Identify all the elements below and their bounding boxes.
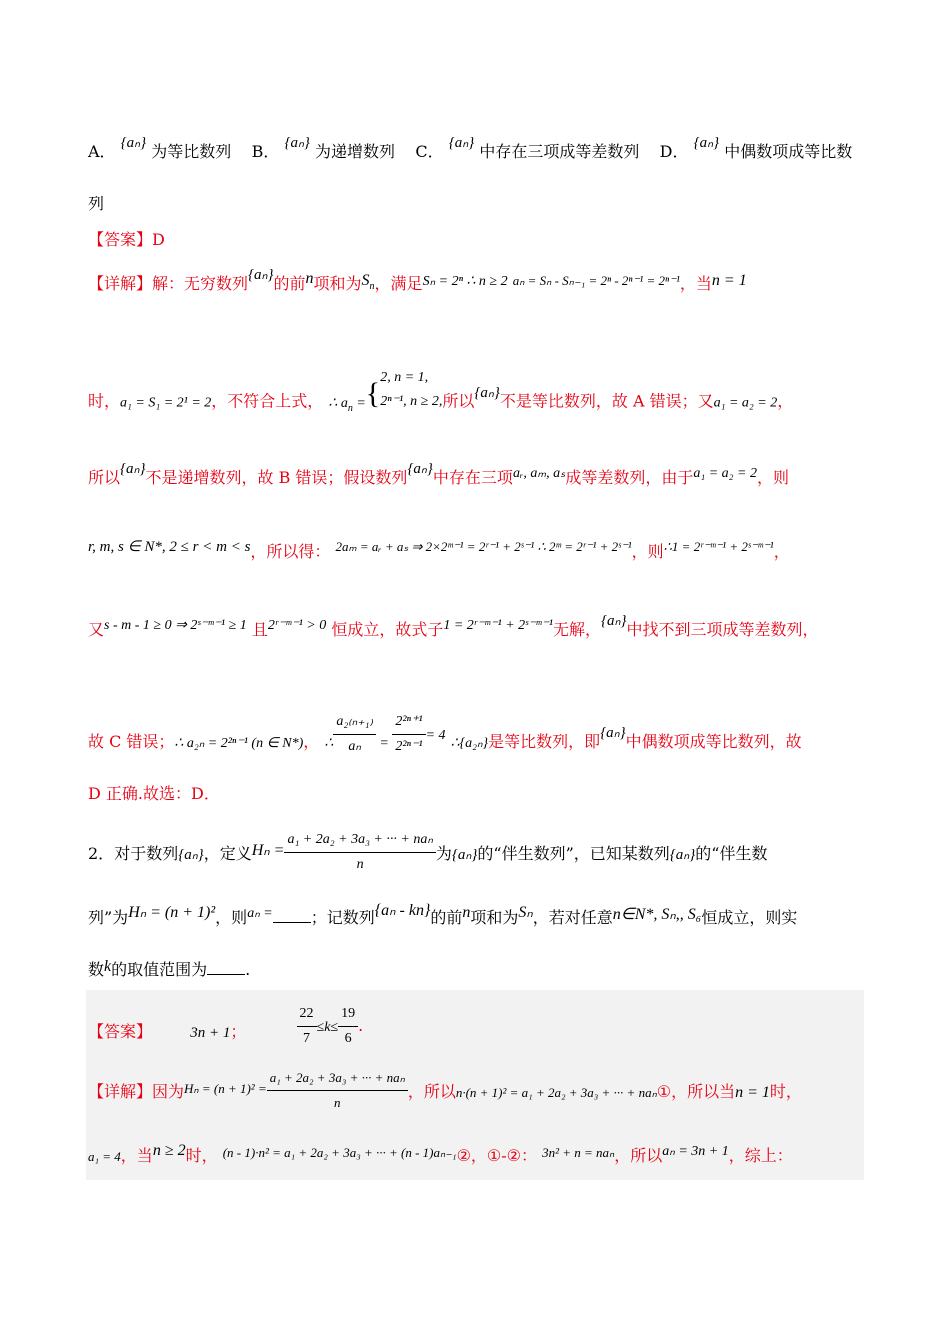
q2-text: ，若对任意 [532, 908, 613, 927]
frac-num: a₁ + 2a₂ + 3a₃ + ··· + naₙ [267, 1066, 408, 1091]
q2-text: 的“伴生数列”，已知某数列 [477, 844, 670, 863]
seq-symbol: {aₙ} [451, 847, 478, 863]
detail-text: ， [777, 391, 794, 411]
q2-text: 的取值范围为 [111, 960, 208, 979]
math-formula: 3n² + n = naₙ [542, 1145, 615, 1160]
frac-num: 2²ⁿ⁺¹ [392, 710, 425, 735]
opt-a-text: 为等比数列 [151, 142, 232, 161]
math-formula: 2ʳ⁻ᵐ⁻¹ > 0 [267, 618, 327, 633]
math-formula: 1 = 2ʳ⁻ᵐ⁻¹ + 2ˢ⁻ᵐ⁻¹ [443, 618, 553, 633]
detail-text: ，满足 [374, 274, 423, 293]
math-formula: a₁ = a₂ = 2 [693, 466, 757, 481]
math-formula: Sₙ [518, 904, 533, 921]
detail-text: ， [303, 732, 320, 751]
q2-detail-line-1 [88, 1068, 864, 1117]
detail-text: ， [773, 542, 790, 561]
question-number: 2． [88, 844, 115, 863]
frac-den: 6 [344, 1031, 352, 1046]
q1-detail-line-5 [88, 613, 864, 644]
seq-symbol: {aₙ} [600, 725, 626, 741]
q2-text: 对于数列 [114, 844, 179, 863]
seq-symbol: {aₙ} [284, 135, 310, 151]
detail-text: ，当 [679, 274, 712, 293]
detail-text: 解：无穷数列 [152, 274, 249, 293]
detail-text: ，所以 [407, 1082, 456, 1101]
answer-blank [207, 960, 245, 975]
seq-symbol: {aₙ} [669, 847, 696, 863]
math-formula: Sₙ = 2ⁿ ∴ n ≥ 2 [422, 274, 508, 289]
math-formula: n = 1 [711, 272, 747, 289]
answer-end: . [358, 1016, 364, 1035]
detail-text: 时， [185, 1146, 218, 1165]
detail-text: 时， [88, 391, 121, 411]
q2-text: ；记数列 [310, 908, 375, 927]
math-formula: s - m - 1 ≥ 0 ⇒ 2ˢ⁻ᵐ⁻¹ ≥ 1 [104, 618, 247, 633]
detail-text: ，综上： [728, 1146, 793, 1165]
seq-symbol: {aₙ} [448, 135, 475, 151]
detail-text: ，所以 [614, 1146, 663, 1165]
seq-symbol: {aₙ} [600, 613, 627, 629]
q2-answer-line [88, 1008, 864, 1057]
detail-text: 成等差数列，由于 [565, 468, 694, 487]
detail-text: ，则 [631, 542, 664, 561]
answer-sep: ； [230, 1022, 247, 1041]
math-formula: ∴1 = 2ʳ⁻ᵐ⁻¹ + 2ˢ⁻ᵐ⁻¹ [663, 539, 774, 554]
frac-num: a₁ + 2a₂ + 3a₃ + ··· + naₙ [284, 828, 435, 853]
opt-b-label: B． [251, 142, 280, 161]
math-formula: a₁ = S₁ = 2¹ = 2 [120, 395, 212, 411]
q2-text: 项和为 [470, 908, 519, 927]
math-formula: n ≥ 2 [152, 1142, 186, 1159]
frac-den: 2²ⁿ⁻¹ [395, 739, 423, 754]
case-2: 2ⁿ⁻¹, n ≥ 2, [380, 394, 443, 409]
detail-text: ，则 [756, 468, 789, 487]
frac-num: 22 [297, 1002, 317, 1027]
q1-detail-line-6: 故 C 错误；∴ a₂ₙ = 2²ⁿ⁻¹ (n ∈ N*)， ∴ $\frac{\text{a₂₍ₙ₊₁₎}}{\text{aₙ}}$ = $\frac{\text{2²ⁿ⁺¹}}{\text{2²ⁿ⁻¹}}$ = 4 ∴{a₂ₙ}是等比数列，即{aₙ}中偶数项成等比数列，故 [88, 718, 864, 767]
q2-text: ，则 [215, 908, 248, 927]
detail-text: 的前 [273, 274, 306, 293]
frac-den: aₙ [348, 739, 361, 754]
q1-answer: 【答案】D [88, 230, 165, 249]
seq-symbol: {aₙ} [120, 135, 147, 151]
math-formula: = 4 [425, 728, 446, 743]
opt-d-label: D． [659, 142, 689, 161]
q2-text: 列”为 [88, 908, 129, 927]
math-formula: Hₙ = (n + 1)² = [184, 1081, 267, 1096]
q2-text: 的前 [430, 908, 463, 927]
detail-text: ，所以得： [250, 542, 331, 561]
detail-text: 项和为 [313, 274, 362, 293]
detail-text: 又 [88, 620, 105, 639]
detail-label: 【详解】 [88, 274, 153, 293]
opt-b-text: 为递增数列 [315, 142, 396, 161]
answer-value-1: 3n + 1 [190, 1025, 231, 1041]
detail-label: 【详解】 [88, 1082, 153, 1101]
opt-d-text: 中偶数项成等比数 [724, 142, 853, 161]
answer-blank [273, 908, 311, 923]
q1-detail-line-2: 时，a₁ = S₁ = 2¹ = 2，不符合上式， ∴ $a_n$ ={ 2, n = 1, 2ⁿ⁻¹, n ≥ 2, 所以{aₙ}不是等比数列，故 A 错误；又a₁ = a₂ = 2， [88, 378, 864, 426]
math-formula: 2aₘ = aᵣ + aₛ ⇒ 2×2ᵐ⁻¹ = 2ʳ⁻¹ + 2ˢ⁻¹ ∴ 2ᵐ = 2ʳ⁻¹ + 2ˢ⁻¹ [335, 539, 632, 554]
detail-text: 故 C 错误； [88, 732, 175, 751]
math-formula: {aₙ - kn} [374, 902, 431, 919]
q2-text: ，定义 [203, 844, 252, 863]
opt-c-text: 中存在三项成等差数列 [479, 142, 640, 161]
q2-line-2 [88, 902, 864, 932]
q2-line-3 [88, 958, 864, 983]
q1-detail-line-7: D 正确.故选：D． [88, 784, 220, 803]
math-formula: a₁ = 4 [88, 1149, 121, 1164]
detail-text: 时， [769, 1082, 802, 1101]
detail-text: 所以 [442, 391, 475, 411]
detail-text: 且 [251, 620, 268, 639]
q1-options-line [88, 135, 864, 165]
frac-den: n [334, 1095, 341, 1110]
case-1: 2, n = 1, [380, 370, 429, 385]
answer-label: 【答案】 [88, 1022, 153, 1041]
detail-text: ①，所以当 [656, 1082, 736, 1101]
seq-symbol: {aₙ} [178, 847, 204, 863]
math-formula: Hₙ = (n + 1)² [128, 904, 216, 921]
math-formula: aᵣ, aₘ, aₛ [512, 466, 566, 481]
math-formula: aₙ = [247, 906, 273, 921]
math-formula: r, m, s ∈ N*, 2 ≤ r < m < s [88, 539, 251, 555]
q1-detail-line-4 [88, 540, 864, 565]
math-formula: n∈N*, Sₙ,, S₆ [612, 906, 702, 923]
q2-text: 数 [88, 960, 105, 979]
q2-text: . [245, 960, 251, 979]
detail-text: 不是递增数列，故 B 错误；假设数列 [145, 468, 408, 487]
detail-text: 中找不到三项成等差数列， [626, 620, 819, 639]
math-formula: (n - 1)·n² = a₁ + 2a₂ + 3a₃ + ··· + (n - 1)aₙ₋₁ [222, 1145, 457, 1160]
math-formula: aₙ = 3n + 1 [662, 1144, 729, 1159]
math-formula: n [462, 904, 471, 921]
math-formula: aₙ = Sₙ - Sₙ₋₁ = 2ⁿ - 2ⁿ⁻¹ = 2ⁿ⁻¹ [512, 273, 680, 288]
frac-num: 19 [338, 1002, 358, 1027]
math-formula: Hₙ = [251, 842, 285, 859]
detail-text: 中存在三项 [432, 468, 513, 487]
opt-c-label: C． [415, 142, 444, 161]
q2-detail-line-2 [88, 1144, 864, 1170]
opt-a-label: A． [88, 142, 116, 161]
frac-den: 7 [303, 1031, 311, 1046]
math-formula: n = 1 [735, 1084, 770, 1101]
seq-symbol: {aₙ} [248, 267, 274, 283]
detail-text: 无解， [552, 620, 601, 639]
q2-text: 恒成立，则实 [701, 908, 798, 927]
math-formula: ∴ a₂ₙ = 2²ⁿ⁻¹ (n ∈ N*) [174, 736, 304, 751]
detail-text: ，不符合上式， [211, 391, 324, 411]
detail-text: 恒成立，故式子 [331, 620, 444, 639]
frac-den: n [356, 857, 364, 872]
detail-text: 不是等比数列，故 A 错误；又 [499, 391, 714, 411]
seq-symbol: {aₙ} [120, 461, 146, 477]
q1-detail-line-3 [88, 461, 864, 492]
detail-text: ，当 [120, 1146, 153, 1165]
seq-symbol: {aₙ} [474, 384, 500, 401]
q2-line-1 [88, 830, 864, 879]
q1-detail-line-1: 【详解】解：无穷数列{aₙ}的前n项和为$S_n$，满足Sₙ = 2ⁿ ∴ n ≥ 2 $^{a_n = S_n - S_{n-1} = 2^n - 2^{n-1} = 2^{n-1}}$，当n = 1 [88, 272, 864, 303]
opt-d-cont: 列 [88, 194, 105, 213]
detail-text: 所以 [88, 468, 121, 487]
math-formula: ∴{a₂ₙ} [450, 736, 489, 751]
q2-text: 的“伴生数 [695, 844, 768, 863]
detail-text: 因为 [152, 1082, 185, 1101]
seq-symbol: {aₙ} [693, 135, 720, 151]
frac-num: a₂₍ₙ₊₁₎ [333, 710, 376, 735]
math-formula: a₁ = a₂ = 2 [713, 395, 778, 411]
seq-symbol: {aₙ} [407, 461, 433, 477]
detail-text: 是等比数列，即 [488, 732, 601, 751]
q2-text: 为 [435, 844, 452, 863]
detail-text: ②，①-②： [456, 1146, 538, 1165]
detail-text: 中偶数项成等比数列，故 [625, 732, 802, 751]
math-formula: n·(n + 1)² = a₁ + 2a₂ + 3a₃ + ··· + naₙ [455, 1085, 657, 1100]
answer-range: ≤k≤ [316, 1020, 339, 1035]
math-formula: k [104, 958, 112, 975]
